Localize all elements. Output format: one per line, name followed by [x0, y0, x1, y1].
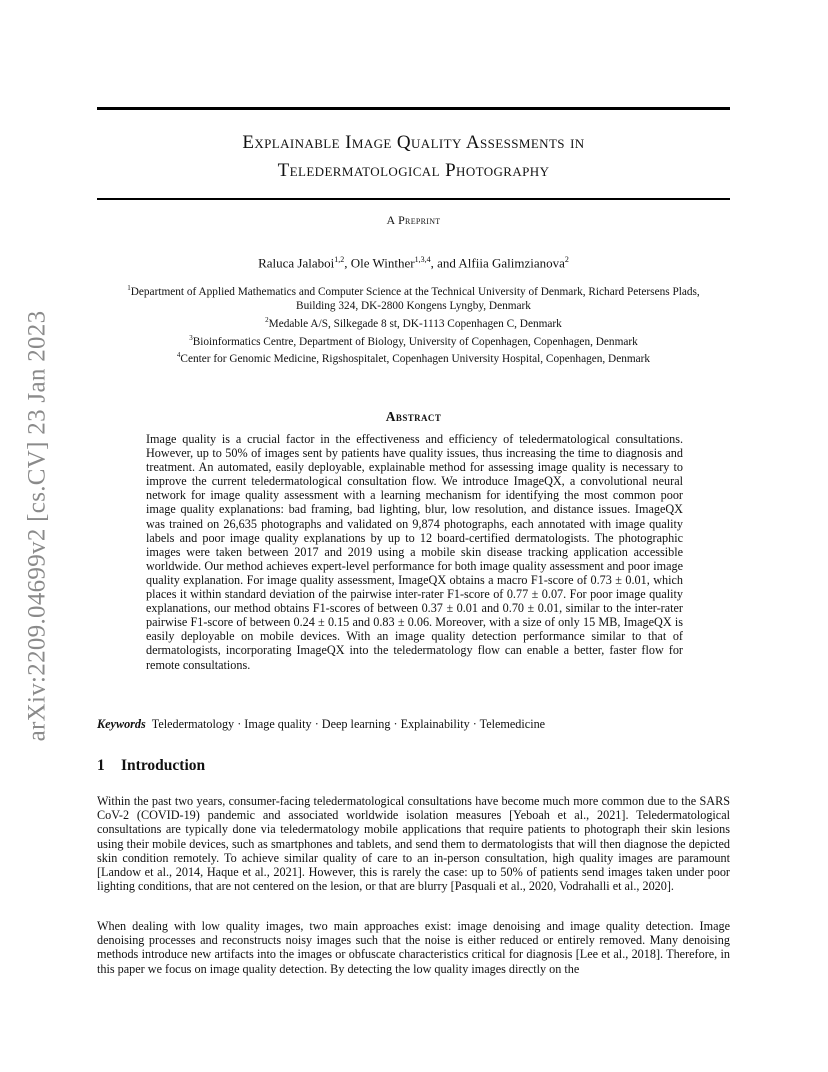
- author-affiliation-marks: 1,3,4: [414, 255, 431, 264]
- keywords-label: Keywords: [97, 717, 146, 731]
- affiliation-mark: 2: [265, 315, 269, 324]
- author-name: Ole Winther: [350, 255, 415, 271]
- keywords-text: Teledermatology · Image quality · Deep learning · Explainability · Telemedicine: [151, 717, 546, 731]
- affiliation-line: [97, 313, 730, 331]
- affiliation-line: [97, 299, 730, 313]
- preprint-label: A Preprint: [386, 213, 441, 227]
- title-line-2: Teledermatological Photography: [277, 160, 550, 181]
- affiliation-line: [97, 331, 730, 349]
- intro-paragraph: Within the past two years, consumer-facing teledermatological consultations have become much more common due to the SARS CoV-2 (COVID-19) pandemic and associated worldwide isolation measures [Yeboah et al., 2021]. Teledermatological consultations are typically done via teledermatology mobile applications that require patients to photograph their skin lesions using their mobile devices, such as smartphones and tablets, and send them to dermatologists that will then diagnose the depicted skin condition remotely. To achieve similar quality of care to an in-person consultation, high quality images are paramount [Landow et al., 2014, Haque et al., 2021]. However, this is rarely the case: up to 50% of patients send images taken under poor lighting conditions, that are not centered on the lesion, or that are blurry [Pasquali et al., 2020, Vodrahalli et al., 2020].: [97, 794, 730, 894]
- abstract-body: Image quality is a crucial factor in the effectiveness and efficiency of teledermatological consultations. However, up to 50% of images sent by patients have quality issues, thus increasing the time to diagnosis and treatment. An automated, easily deployable, explainable method for assessing image quality is necessary to improve the current teledermatological consultation flow. We introduce ImageQX, a convolutional neural network for image quality assessment with a learning mechanism for identifying the most common poor image quality explanations: bad framing, bad lighting, blur, low resolution, and distance issues. ImageQX was trained on 26,635 photographs and validated on 9,874 photographs, each annotated with image quality labels and poor image quality explanations by up to 12 board-certified dermatologists. The photographic images were taken between 2017 and 2019 using a mobile skin disease tracking application accessible worldwide. Our method achieves expert-level performance for both image quality assessment and poor image quality explanation. For image quality assessment, ImageQX obtains a macro F1-score of 0.73 ± 0.01, which places it within standard deviation of the pairwise inter-rater F1-score of 0.77 ± 0.07. For poor image quality explanations, our method obtains F1-scores of between 0.37 ± 0.01 and 0.70 ± 0.01, similar to the inter-rater pairwise F1-score of between 0.24 ± 0.15 and 0.83 ± 0.06. Moreover, with a size of only 15 MB, ImageQX is easily deployable on mobile devices. With an image quality detection performance similar to that of dermatologists, incorporating ImageQX into the teledermatology flow can enable a better, faster flow for remote consultations.: [146, 432, 683, 672]
- affiliation-list: [97, 281, 730, 366]
- arxiv-side-stamp: [22, 292, 52, 760]
- affiliation-text: Medable A/S, Silkegade 8 st, DK-1113 Copenhagen C, Denmark: [268, 317, 562, 330]
- author-name: Alfiia Galimzianova: [458, 255, 565, 271]
- section-title: Introduction: [121, 757, 206, 774]
- paper-title: [97, 129, 730, 185]
- author-separator: ,: [344, 255, 351, 271]
- affiliation-text: Department of Applied Mathematics and Computer Science at the Technical University of Denmark, Richard Petersens Plads,: [130, 285, 700, 298]
- affiliation-mark: 4: [176, 351, 181, 360]
- affiliation-text: Building 324, DK-2800 Kongens Lyngby, Denmark: [296, 299, 531, 312]
- author-separator: , and: [430, 255, 459, 271]
- author-affiliation-marks: 2: [564, 255, 569, 264]
- abstract-heading: Abstract: [385, 409, 442, 424]
- affiliation-mark: 3: [189, 333, 193, 342]
- affiliation-text: Center for Genomic Medicine, Rigshospitalet, Copenhagen University Hospital, Copenhagen, Denmark: [180, 353, 651, 366]
- section-number: 1: [97, 757, 105, 774]
- title-top-rule: [97, 107, 730, 110]
- title-line-1: Explainable Image Quality Assessments in: [242, 132, 585, 153]
- intro-paragraph: When dealing with low quality images, two main approaches exist: image denoising and image quality detection. Image denoising processes and reconstructs noisy images such that the noise is either reduced or entirely removed. Many denoising methods introduce new artifacts into the images or obfuscate characteristics critical for diagnosis [Lee et al., 2018]. Therefore, in this paper we focus on image quality detection. By detecting the low quality images directly on the: [97, 919, 730, 976]
- affiliation-mark: 1: [127, 284, 131, 292]
- title-bottom-rule: [97, 198, 730, 200]
- arxiv-identifier: arXiv:2209.04699v2 [cs.CV] 23 Jan 2023: [23, 310, 51, 742]
- author-affiliation-marks: 1,2: [334, 255, 345, 264]
- affiliation-text: Bioinformatics Centre, Department of Biology, University of Copenhagen, Copenhagen, Denmark: [192, 335, 638, 348]
- author-name: Raluca Jalaboi: [258, 255, 335, 271]
- section-heading-introduction: [97, 757, 205, 775]
- keywords-line: [97, 717, 730, 732]
- author-list: [97, 255, 730, 271]
- affiliation-line: [97, 348, 730, 366]
- affiliation-line: [97, 281, 730, 299]
